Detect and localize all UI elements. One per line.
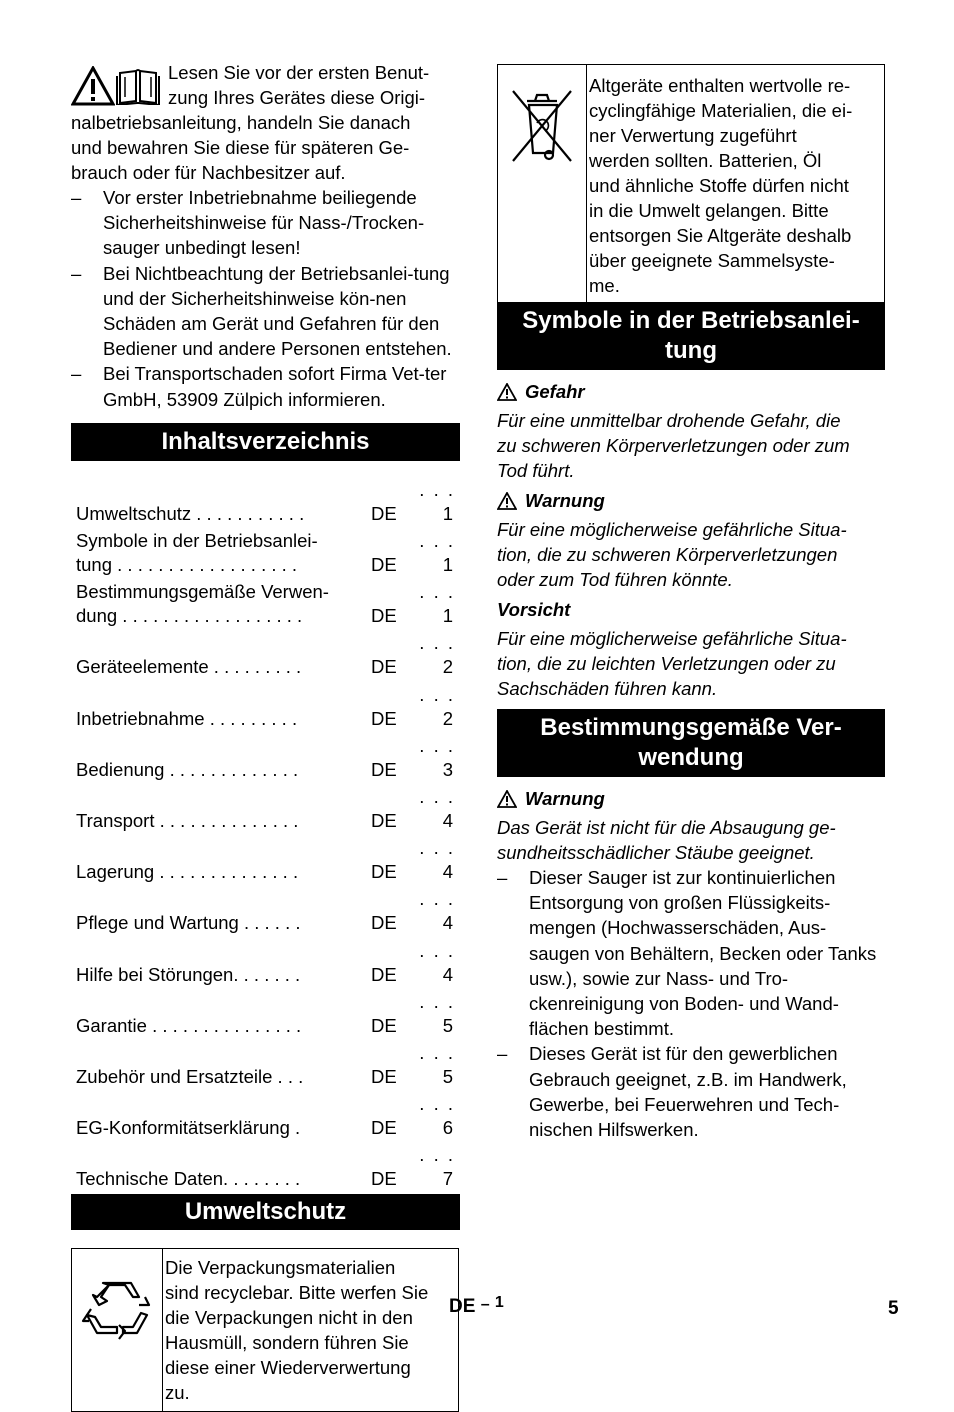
bullet-text: Dieses Gerät ist für den gewerblichen Gebrauch geeignet, z.B. im Handwerk, Gewerbe, bei Feuerwehren und Tech-nischen Hilfswerken. [529, 1043, 847, 1141]
intro-line: zung Ihres Gerätes diese Origi- [168, 87, 426, 108]
old-units-line: cyclingfähige Materialien, die ei- [589, 100, 853, 121]
umweltschutz-heading: Umweltschutz [71, 1194, 460, 1230]
toc-entry-title: EG-Konformitätserklärung . [76, 1117, 301, 1139]
toc-entry-lang: DE [371, 1117, 397, 1139]
toc-row [71, 683, 460, 731]
old-units-line: in die Umwelt gelangen. Bitte [589, 200, 829, 221]
toc-row [71, 785, 460, 833]
recycling-icon [79, 1275, 155, 1351]
toc-row [71, 939, 460, 987]
weee-icon-cell [498, 65, 587, 302]
vorsicht-line: tion, die zu leichten Verletzungen oder zu [497, 653, 836, 674]
gefahr-block [497, 379, 885, 483]
toc-entry-page: . . . 2 [419, 632, 455, 678]
symbols-heading [497, 302, 885, 370]
old-units-line: Altgeräte enthalten wertvolle re- [589, 75, 851, 96]
footer-section-page: 1 [494, 1294, 504, 1311]
intro-line: brauch oder für Nachbesitzer auf. [71, 162, 346, 183]
warnung-line: oder zum Tod führen könnte. [497, 569, 733, 590]
usage-warnung-line: sundheitsschädlicher Stäube geeignet. [497, 842, 815, 863]
toc-entry-title: Symbole in der Betriebsanlei- tung . . . . . . . . . . . . . . . . . . [76, 530, 318, 576]
recycling-icon-cell [72, 1249, 163, 1411]
packaging-line: die Verpackungen nicht in den [165, 1307, 413, 1329]
toc-entry-page: . . . 3 [419, 734, 455, 780]
toc-entry-title: Inbetriebnahme . . . . . . . . . [76, 707, 298, 729]
toc-entry-lang: DE [371, 861, 397, 883]
toc-entry-lang: DE [371, 809, 397, 831]
toc-entry-title: Umweltschutz . . . . . . . . . . . [76, 502, 305, 524]
toc-entry-page: . . . 2 [419, 683, 455, 729]
list-item [71, 261, 460, 362]
usage-heading [497, 709, 885, 777]
toc-entry-lang: DE [371, 554, 397, 576]
usage-warnung-text [497, 815, 885, 865]
toc-row [71, 478, 460, 526]
toc-entry-lang: DE [371, 1065, 397, 1087]
vorsicht-text [497, 626, 885, 701]
toc-row [71, 1143, 460, 1191]
old-units-line: über geeignete Sammelsyste- [589, 250, 835, 271]
page-number: 5 [888, 1298, 899, 1319]
toc-entry-page: . . . 4 [419, 785, 455, 831]
toc-entry-title: Pflege und Wartung . . . . . . [76, 912, 301, 934]
toc-entry-page: . . . 5 [419, 990, 455, 1036]
toc-entry-page: . . . 4 [419, 939, 455, 985]
warnung-title-row [497, 488, 885, 513]
toc-row [71, 1041, 460, 1089]
bullet-dash: – [71, 262, 82, 284]
toc-entry-lang: DE [371, 963, 397, 985]
toc-entry-page: . . . 7 [419, 1144, 455, 1190]
packaging-line: Hausmüll, sondern führen Sie [165, 1332, 409, 1354]
toc-entry-page: . . . 1 [419, 478, 455, 524]
footer-dash: – [480, 1296, 490, 1313]
toc-entry-page: . . . 5 [419, 1041, 455, 1087]
table-of-contents [71, 478, 460, 1191]
intro-line: und bewahren Sie diese für späteren Ge- [71, 137, 410, 158]
old-units-line: me. [589, 275, 620, 296]
intro-bullet-list [71, 185, 460, 412]
toc-entry-page: . . . 1 [419, 581, 455, 627]
old-units-line: werden sollten. Batterien, Öl [589, 150, 822, 171]
toc-entry-lang: DE [371, 1168, 397, 1190]
list-item [71, 185, 460, 261]
usage-warnung-title: Warnung [525, 788, 605, 809]
gefahr-title-row [497, 379, 885, 404]
toc-entry-lang: DE [371, 605, 397, 627]
old-units-line: entsorgen Sie Altgeräte deshalb [589, 225, 852, 246]
list-item [497, 865, 885, 1041]
toc-entry-lang: DE [371, 656, 397, 678]
packaging-recycling-box [71, 1248, 459, 1412]
bullet-dash: – [497, 1043, 508, 1065]
usage-warnung-line: Das Gerät ist nicht für die Absaugung ge- [497, 817, 836, 838]
warnung-line: tion, die zu schweren Körperverletzungen [497, 544, 838, 565]
warning-triangle-icon [497, 383, 517, 401]
intro-line: Lesen Sie vor der ersten Benut- [168, 62, 430, 83]
old-units-line: ner Verwertung zugeführt [589, 125, 797, 146]
toc-entry-page: . . . 4 [419, 837, 455, 883]
toc-row [71, 580, 460, 628]
toc-row [71, 836, 460, 884]
intro-section [71, 60, 460, 412]
warning-triangle-icon [497, 492, 517, 510]
bullet-text: Bei Transportschaden sofort Firma Vet-ter GmbH, 53909 Zülpich informieren. [103, 363, 447, 410]
old-units-text [587, 65, 854, 302]
intro-line: nalbetriebsanleitung, handeln Sie danach [71, 112, 411, 133]
toc-entry-lang: DE [371, 707, 397, 729]
warnung-block [497, 488, 885, 592]
usage-heading-line: wendung [638, 744, 744, 771]
toc-entry-lang: DE [371, 912, 397, 934]
toc-entry-title: Bestimmungsgemäße Verwen- dung . . . . . . . . . . . . . . . . . . [76, 581, 329, 627]
symbols-heading-line: tung [665, 337, 717, 364]
manual-book-icon [116, 67, 160, 105]
toc-heading: Inhaltsverzeichnis [71, 423, 460, 461]
toc-entry-title: Transport . . . . . . . . . . . . . . [76, 809, 299, 831]
gefahr-line: Tod führt. [497, 460, 575, 481]
packaging-line: zu. [165, 1382, 190, 1404]
toc-row [71, 529, 460, 577]
bullet-dash: – [71, 187, 82, 208]
toc-row [71, 631, 460, 679]
bullet-dash: – [497, 867, 508, 888]
usage-warnung-block [497, 786, 885, 865]
toc-entry-title: Zubehör und Ersatzteile . . . [76, 1065, 304, 1087]
bullet-text: Bei Nichtbeachtung der Betriebsanlei-tung und der Sicherheitshinweise kön-nen Schäden am Gerät und Gefahren für den Bediener und andere Personen entstehen. [103, 262, 452, 360]
packaging-line: Die Verpackungsmaterialien [165, 1257, 396, 1279]
gefahr-line: Für eine unmittelbar drohende Gefahr, die [497, 410, 841, 431]
toc-entry-lang: DE [371, 502, 397, 524]
toc-row [71, 1092, 460, 1140]
vorsicht-title: Vorsicht [497, 599, 571, 620]
list-item [497, 1041, 885, 1142]
intro-icons [71, 60, 163, 110]
toc-entry-title: Lagerung . . . . . . . . . . . . . . [76, 861, 299, 883]
toc-entry-page: . . . 4 [419, 888, 455, 934]
usage-warnung-title-row [497, 786, 885, 811]
footer-lang: DE [449, 1296, 476, 1317]
old-units-line: und ähnliche Stoffe dürfen nicht [589, 175, 849, 196]
warning-triangle-icon [71, 66, 115, 106]
usage-heading-line: Bestimmungsgemäße Ver- [540, 714, 842, 741]
warnung-line: Für eine möglicherweise gefährliche Situa- [497, 519, 847, 540]
toc-entry-page: . . . 6 [419, 1093, 455, 1139]
toc-entry-title: Garantie . . . . . . . . . . . . . . . [76, 1014, 302, 1036]
bullet-text: Dieser Sauger ist zur kontinuierlichen Entsorgung von großen Flüssigkeits-mengen (Hochwasserschäden, Aus-saugen von Behältern, Becken oder Tanks usw.), sowie zur Nass- und Tro-ckenreinigung von Boden- und Wand-flächen bestimmt. [529, 867, 877, 1040]
packaging-text [163, 1249, 430, 1411]
toc-entry-title: Bedienung . . . . . . . . . . . . . [76, 758, 299, 780]
vorsicht-line: Sachschäden führen kann. [497, 678, 718, 699]
crossed-out-bin-icon [509, 87, 575, 165]
bullet-dash: – [71, 363, 82, 385]
toc-entry-title: Geräteelemente . . . . . . . . . [76, 656, 302, 678]
vorsicht-block [497, 597, 885, 701]
right-column [497, 64, 885, 1142]
toc-entry-lang: DE [371, 758, 397, 780]
warnung-text [497, 517, 885, 592]
gefahr-title: Gefahr [525, 381, 585, 402]
warnung-title: Warnung [525, 490, 605, 511]
packaging-line: sind recyclebar. Bitte werfen Sie [165, 1282, 429, 1304]
toc-entry-lang: DE [371, 1014, 397, 1036]
usage-bullet-list [497, 865, 885, 1142]
warning-triangle-icon [497, 790, 517, 808]
toc-row [71, 887, 460, 935]
gefahr-text [497, 408, 885, 483]
toc-row [71, 734, 460, 782]
symbols-heading-line: Symbole in der Betriebsanlei- [522, 307, 860, 334]
list-item [71, 361, 460, 411]
left-column [71, 60, 460, 1412]
old-units-box [497, 64, 885, 302]
vorsicht-line: Für eine möglicherweise gefährliche Situa- [497, 628, 847, 649]
toc-entry-title: Hilfe bei Störungen. . . . . . . [76, 963, 301, 985]
toc-entry-title: Technische Daten. . . . . . . . [76, 1168, 301, 1190]
footer-section-label [449, 1296, 504, 1318]
bullet-text: Vor erster Inbetriebnahme beiliegende Sicherheitshinweise für Nass-/Trocken-sauger unbedingt lesen! [103, 187, 425, 259]
toc-row [71, 990, 460, 1038]
packaging-line: diese einer Wiederverwertung [165, 1357, 411, 1379]
toc-entry-page: . . . 1 [419, 530, 455, 576]
gefahr-line: zu schweren Körperverletzungen oder zum [497, 435, 850, 456]
